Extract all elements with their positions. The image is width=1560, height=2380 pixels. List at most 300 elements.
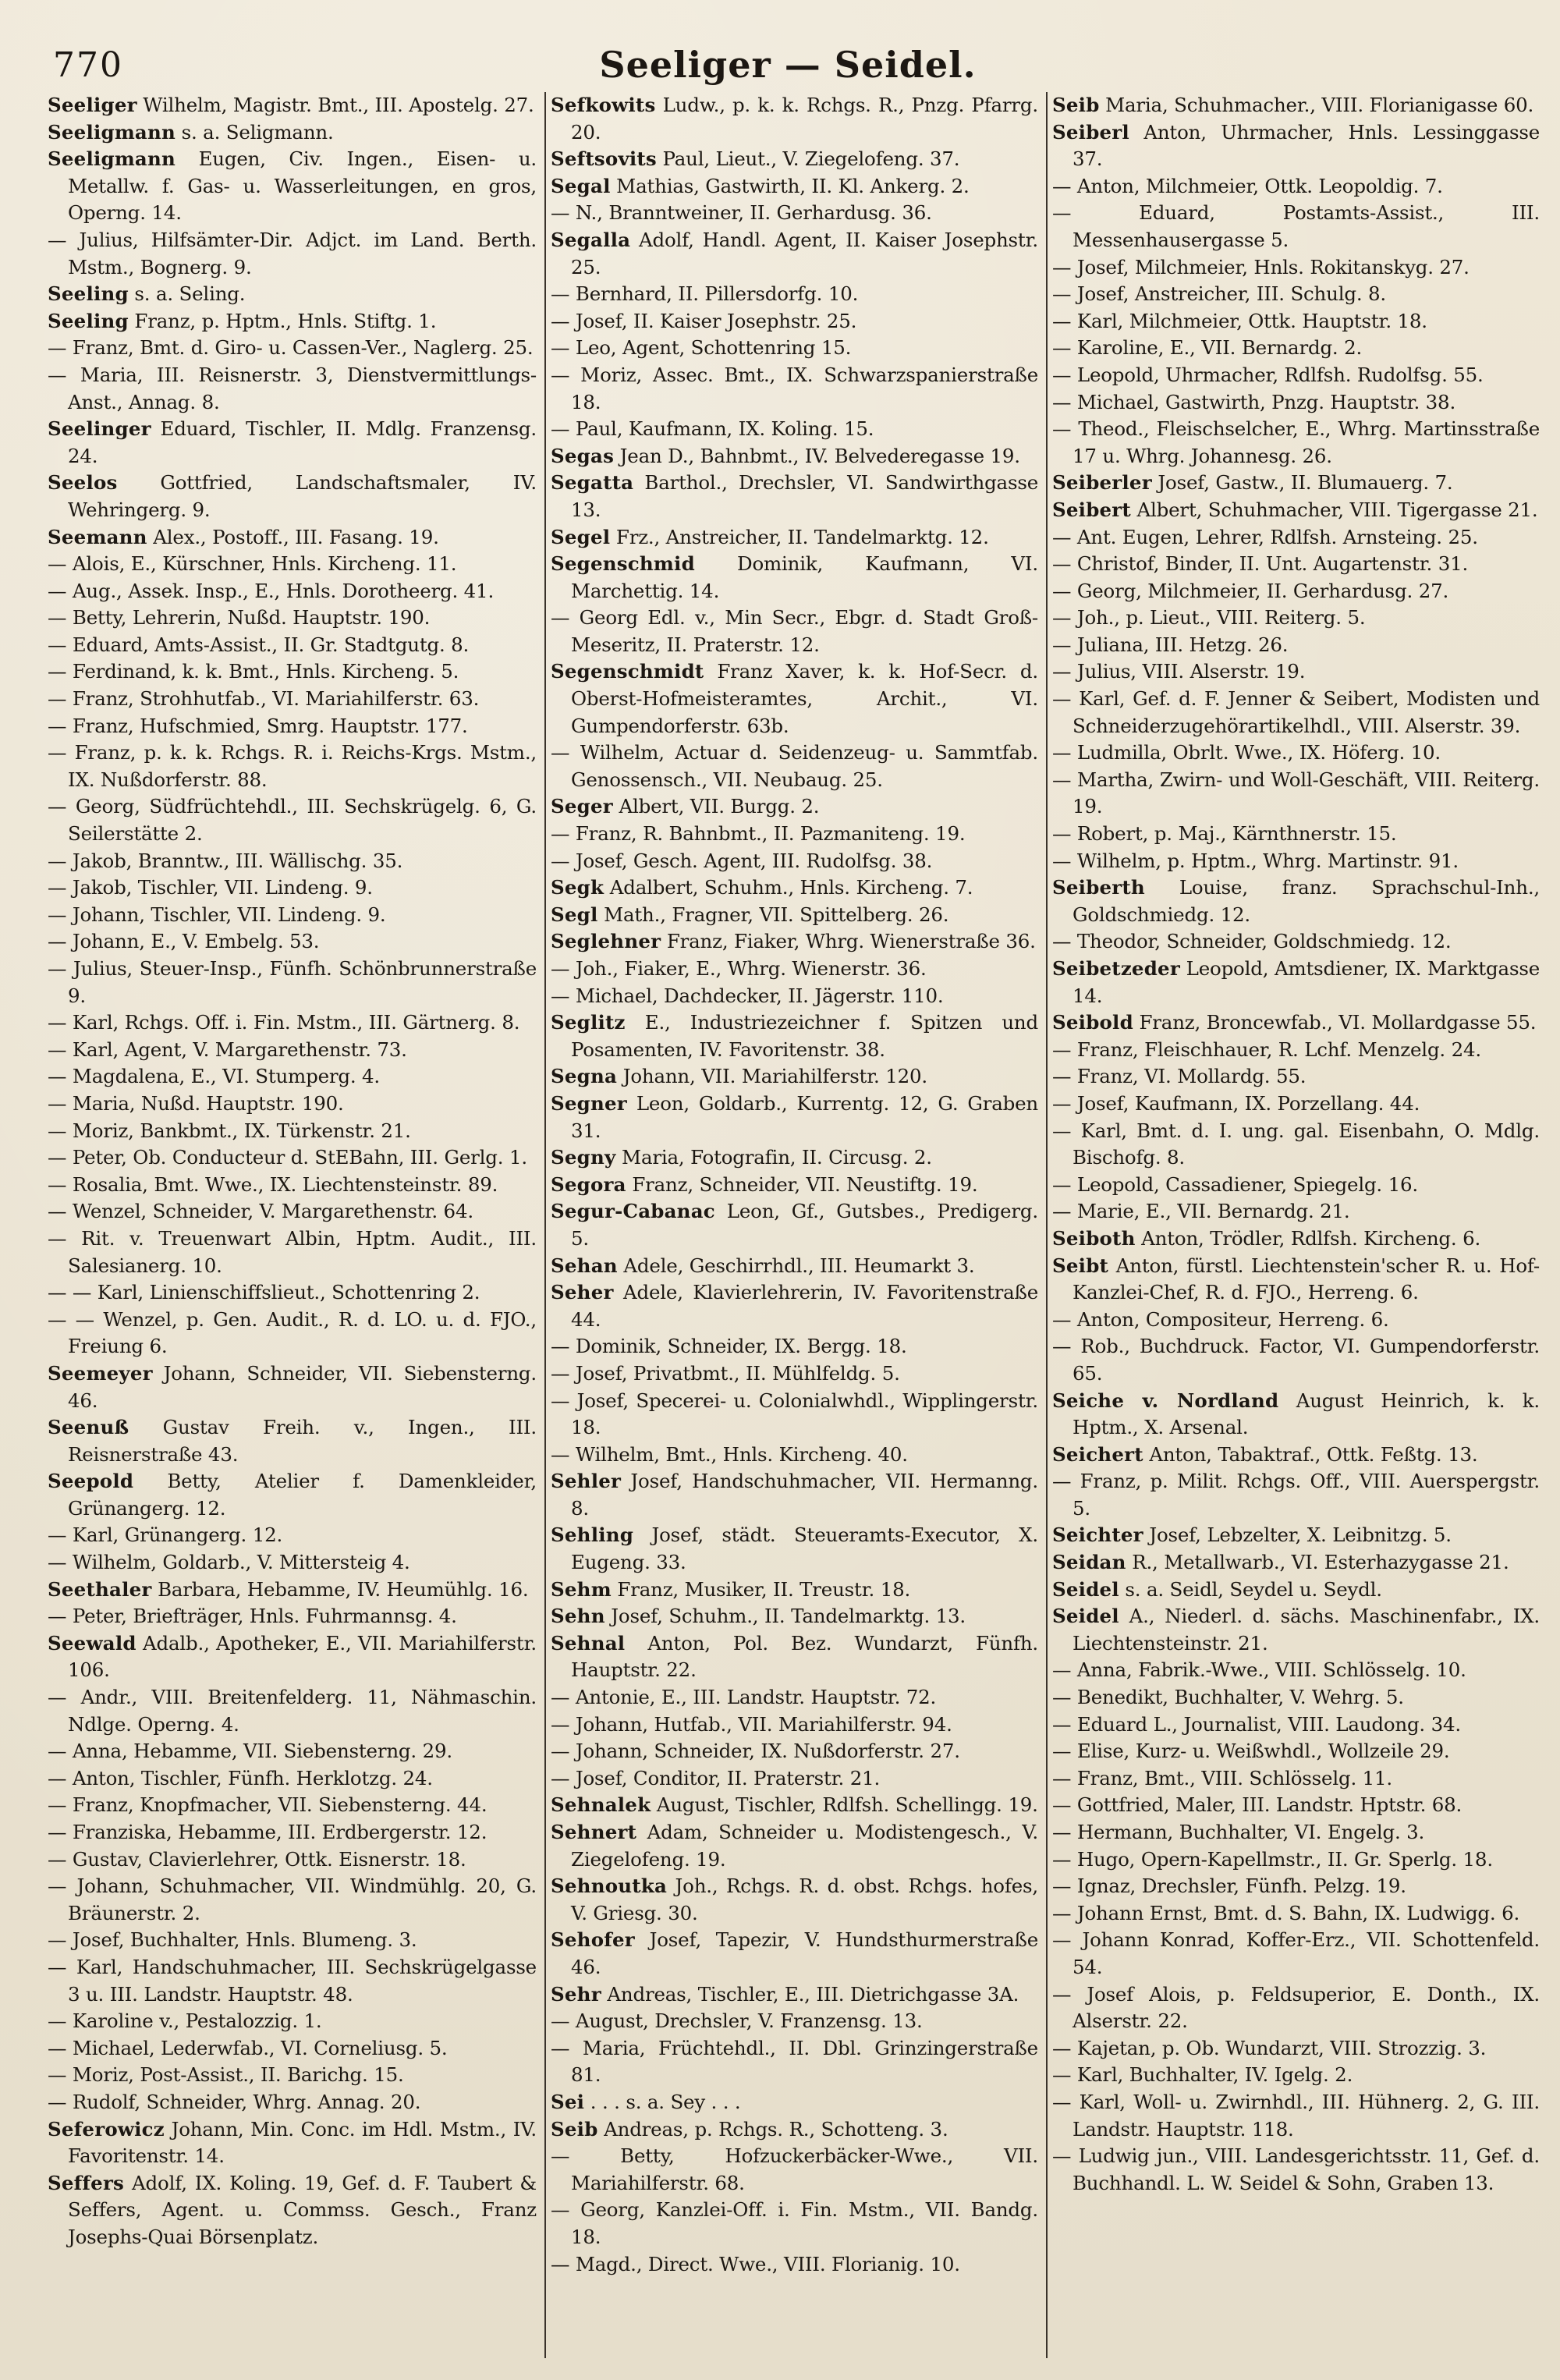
directory-entry [1052,551,1540,578]
directory-entry [48,362,537,416]
entry-text: — Karl, Buchhalter, IV. Igelg. 2. [1052,2063,1353,2087]
entry-headword: Seibetzeder [1052,957,1180,980]
entry-headword: Segny [551,1146,616,1169]
entry-text: — Anna, Hebamme, VII. Siebensterng. 29. [48,1740,452,1763]
entry-headword: Seiberl [1052,120,1129,144]
directory-entry [1052,1765,1540,1793]
entry-text: August, Tischler, Rdlfsh. Schellingg. 19. [651,1793,1038,1817]
directory-entry [1052,1307,1540,1334]
entry-text: — Martha, Zwirn- und Woll-Geschäft, VIII. Reiterg. 19. [1052,768,1540,818]
entry-text: — — Karl, Linienschiffslieut., Schottenring 2. [48,1281,480,1304]
entry-text: — Karoline, E., VII. Bernardg. 2. [1052,336,1363,360]
directory-entry [551,1792,1038,1819]
entry-text: — Karl, Agent, V. Margarethenstr. 73. [48,1037,407,1061]
directory-entry [551,1063,1038,1091]
directory-entry [48,1468,537,1522]
directory-entry [551,2116,1038,2144]
directory-entry [551,2089,1038,2116]
entry-text: Anton, Uhrmacher, Hnls. Lessinggasse 37. [1072,120,1540,171]
entry-headword: Sehofer [551,1928,635,1952]
entry-text: — Andr., VIII. Breitenfelderg. 11, Nähmaschin. Ndlge. Operng. 4. [48,1686,537,1736]
entry-text: — Christof, Binder, II. Unt. Augartenstr. 31. [1052,552,1469,576]
directory-entry [551,524,1038,552]
entry-headword: Seeliger [48,94,137,116]
entry-text: — Wenzel, Schneider, V. Margarethenstr. 64. [48,1200,473,1223]
directory-entry [48,1414,537,1468]
entry-headword: Sehler [551,1470,622,1493]
directory-entry [1052,470,1540,497]
entry-text: Franz, Fiaker, Whrg. Wienerstraße 36. [661,930,1036,953]
directory-entry [551,1091,1038,1144]
entry-text: Anton, Tabaktraf., Ottk. Feßtg. 13. [1143,1442,1478,1466]
entry-text: — Betty, Hofzuckerbäcker-Wwe., VII. Mariahilferstr. 68. [551,2144,1038,2194]
entry-text: — Bernhard, II. Pillersdorfg. 10. [551,282,859,306]
entry-text: — Wilhelm, p. Hptm., Whrg. Martinstr. 91. [1052,849,1459,872]
entry-text: — Johann, Schneider, IX. Nußdorferstr. 27. [551,1740,960,1763]
directory-entry [551,308,1038,335]
entry-text: Gottfried, Landschaftsmaler, IV. Wehringerg. 9. [68,471,537,521]
entry-text: R., Metallwarb., VI. Esterhazygasse 21. [1126,1551,1509,1574]
directory-entry [551,2143,1038,2197]
entry-text: — Rob., Buchdruck. Factor, VI. Gumpendorferstr. 65. [1052,1335,1540,1385]
directory-entry [48,524,537,552]
entry-text: Josef, Schuhm., II. Tandelmarktg. 13. [604,1605,966,1628]
entry-headword: Sehan [551,1254,618,1277]
directory-entry [1052,1873,1540,1900]
entry-text: — Magdalena, E., VI. Stumperg. 4. [48,1065,381,1088]
entry-text: — Gustav, Clavierlehrer, Ottk. Eisnerstr. 18. [48,1847,466,1871]
entry-text: — Ignaz, Drechsler, Fünfh. Pelzg. 19. [1052,1875,1406,1898]
entry-text: — Julius, Hilfsämter-Dir. Adjct. im Land. Berth. Mstm., Bognerg. 9. [48,228,537,278]
entry-headword: Sehr [551,1982,601,2006]
directory-entry [48,1118,537,1145]
entry-text: — Theod., Fleischselcher, E., Whrg. Martinsstraße 17 u. Whrg. Johannesg. 26. [1052,417,1540,467]
directory-entry [1052,578,1540,605]
entry-text: Josef, städt. Steueramts-Executor, X. Eugeng. 33. [571,1523,1038,1574]
entry-text: s. a. Seling. [128,282,246,306]
directory-entry [1052,1819,1540,1846]
entry-headword: Sehnoutka [551,1875,668,1898]
entry-headword: Seiche v. Nordland [1052,1389,1279,1412]
entry-text: Josef, Handschuhmacher, VII. Hermanng. 8. [571,1470,1038,1520]
directory-entry [48,686,537,713]
entry-text: — Maria, Früchtehdl., II. Dbl. Grinzingerstraße 81. [551,2036,1038,2087]
directory-entry [551,1981,1038,2009]
directory-entry [1052,1603,1540,1657]
entry-text: — Franziska, Hebamme, III. Erdbergerstr. 12. [48,1821,488,1843]
entry-text: — Joh., p. Lieut., VIII. Reiterg. 5. [1052,606,1366,630]
directory-entry [551,1577,1038,1604]
directory-entry [1052,389,1540,417]
directory-entry [48,2062,537,2089]
directory-entry [48,928,537,956]
directory-entry [1052,1522,1540,1549]
directory-entry [48,146,537,227]
entry-text: — Rit. v. Treuenwart Albin, Hptm. Audit., III. Salesianerg. 10. [48,1226,537,1277]
entry-text: — Ferdinand, k. k. Bmt., Hnls. Kircheng. 5. [48,660,459,683]
entry-text: Barthol., Drechsler, VI. Sandwirthgasse 13. [571,471,1038,521]
directory-entry [48,956,537,1009]
directory-entry [48,470,537,523]
entry-text: E., Industriezeichner f. Spitzen und Posamenten, IV. Favoritenstr. 38. [571,1011,1038,1061]
entry-text: — Theodor, Schneider, Goldschmiedg. 12. [1052,930,1452,953]
entry-text: — Karl, Gef. d. F. Jenner & Seibert, Modisten und Schneiderzugehörartikelhdl., VIII. Alserstr. 39. [1052,687,1540,737]
entry-headword: Seger [551,795,613,818]
entry-text: Adele, Geschirrhdl., III. Heumarkt 3. [617,1254,975,1277]
entry-text: — Josef, Conditor, II. Praterstr. 21. [551,1766,881,1789]
entry-headword: Segna [551,1065,618,1088]
directory-entry [551,362,1038,416]
directory-entry [48,335,537,362]
entry-text: Wilhelm, Magistr. Bmt., III. Apostelg. 27. [136,94,534,116]
entry-headword: Segora [551,1172,626,1196]
directory-entry [551,605,1038,658]
entry-text: Adam, Schneider u. Modistengesch., V. Ziegelofeng. 19. [571,1821,1038,1871]
entry-text: Andreas, p. Rchgs. R., Schotteng. 3. [597,2117,948,2141]
entry-text: — August, Drechsler, V. Franzensg. 13. [551,2009,923,2033]
directory-entry [48,119,537,147]
entry-headword: Sehnert [551,1821,637,1843]
entry-text: Johann, Min. Conc. im Hdl. Mstm., IV. Favoritenstr. 14. [68,2117,537,2168]
entry-text: Dominik, Kaufmann, VI. Marchettig. 14. [571,552,1038,602]
directory-entry [551,1738,1038,1765]
directory-entry [551,1765,1038,1793]
entry-text: — Johann, Tischler, VII. Lindeng. 9. [48,903,386,926]
entry-text: Johann, VII. Mariahilferstr. 120. [617,1065,927,1088]
directory-entry [48,2089,537,2116]
directory-entry [1052,874,1540,928]
entry-text: — Magd., Direct. Wwe., VIII. Florianig. 10. [551,2252,960,2275]
entry-text: Mathias, Gastwirth, II. Kl. Ankerg. 2. [610,174,970,197]
directory-entry [1052,524,1540,552]
entry-headword: Segalla [551,228,631,251]
entry-text: — Antonie, E., III. Landstr. Hauptstr. 72. [551,1686,937,1709]
directory-entry [48,92,537,119]
entry-text: — Ludwig jun., VIII. Landesgerichtsstr. 11, Gef. d. Buchhandl. L. W. Seidel & Sohn, Graben 13. [1052,2144,1540,2194]
directory-entry [1052,1225,1540,1253]
entry-text: — Josef, Milchmeier, Hnls. Rokitanskyg. 27. [1052,255,1470,278]
entry-text: Andreas, Tischler, E., III. Dietrichgasse 3A. [601,1982,1019,2006]
entry-headword: Seidel [1052,1605,1119,1628]
directory-entry [1052,1172,1540,1199]
directory-entry [1052,362,1540,389]
directory-entry [48,658,537,686]
entry-text: — Johann Ernst, Bmt. d. S. Bahn, IX. Ludwigg. 6. [1052,1901,1520,1924]
column-right [1046,92,1548,2358]
entry-text: — Josef, Privatbmt., II. Mühlfeldg. 5. [551,1361,900,1385]
entry-headword: Segal [551,174,611,197]
entry-text: — Wilhelm, Actuar d. Seidenzeug- u. Sammtfab. Genossensch., VII. Neubaug. 25. [551,741,1038,791]
entry-headword: Segner [551,1091,627,1115]
entry-text: — Josef, Anstreicher, III. Schulg. 8. [1052,282,1386,306]
directory-entry [1052,2143,1540,2197]
directory-entry [551,983,1038,1010]
directory-entry [1052,821,1540,848]
column-left [43,92,544,2358]
directory-entry [1052,200,1540,254]
directory-entry [551,551,1038,605]
directory-entry [1052,1981,1540,2035]
entry-headword: Seeling [48,309,129,332]
directory-entry [551,1873,1038,1927]
entry-text: Josef, Tapezir, V. Hundsthurmerstraße 46. [571,1928,1038,1978]
entry-headword: Segenschmidt [551,660,704,683]
directory-entry [1052,632,1540,659]
directory-entry [551,1468,1038,1522]
directory-entry [551,848,1038,875]
running-head: Seeliger — Seidel. [599,44,977,86]
entry-text: — Franz, R. Bahnbmt., II. Pazmaniteng. 19. [551,822,966,846]
directory-entry [1052,1063,1540,1091]
directory-entry [1052,928,1540,956]
entry-text: — Josef, Kaufmann, IX. Porzellang. 44. [1052,1091,1420,1115]
directory-entry [551,146,1038,173]
entry-text: Eduard, Tischler, II. Mdlg. Franzensg. 24. [68,417,537,467]
entry-text: Anton, fürstl. Liechtenstein'scher R. u. Hof-Kanzlei-Chef, R. d. FJO., Herreng. 6. [1072,1254,1540,1304]
entry-text: Adalb., Apotheker, E., VII. Mariahilferstr. 106. [68,1631,537,1682]
directory-entry [551,1711,1038,1739]
entry-headword: Seibold [1052,1011,1133,1034]
entry-text: — N., Branntweiner, II. Gerhardusg. 36. [551,201,932,225]
directory-entry [551,928,1038,956]
entry-text: Jean D., Bahnbmt., IV. Belvederegasse 19. [614,444,1020,467]
directory-entry [1052,416,1540,470]
entry-headword: Seffers [48,2171,125,2194]
directory-entry [551,1522,1038,1576]
directory-entry [48,578,537,605]
entry-headword: Seeligmann [48,147,176,171]
directory-entry [551,1253,1038,1280]
entry-text: — Rosalia, Bmt. Wwe., IX. Liechtensteinstr. 89. [48,1172,498,1196]
directory-entry [1052,1009,1540,1037]
directory-entry [551,1333,1038,1360]
directory-entry [551,740,1038,793]
entry-text: — Leo, Agent, Schottenring 15. [551,336,852,360]
directory-entry [48,902,537,929]
directory-entry [1052,1846,1540,1874]
directory-entry [48,1819,537,1846]
entry-text: — Karl, Bmt. d. I. ung. gal. Eisenbahn, O. Mdlg. Bischofg. 8. [1052,1119,1540,1169]
directory-entry [48,713,537,740]
directory-entry [48,1172,537,1199]
entry-text: — Elise, Kurz- u. Weißwhdl., Wollzeile 29. [1052,1740,1450,1763]
directory-entry [48,1684,537,1738]
entry-headword: Seidan [1052,1551,1126,1574]
entry-text: — Julius, VIII. Alserstr. 19. [1052,660,1306,683]
entry-text: s. a. Seidl, Seydel u. Seydl. [1119,1577,1382,1601]
entry-headword: Seiberler [1052,471,1152,495]
entry-headword: Seftsovits [551,147,657,171]
entry-text: Maria, Schuhmacher., VIII. Florianigasse 60. [1099,94,1534,116]
directory-entry [551,1144,1038,1172]
entry-text: Louise, franz. Sprachschul-Inh., Goldschmiedg. 12. [1072,876,1540,926]
directory-entry [1052,1927,1540,1981]
entry-text: — Robert, p. Maj., Kärnthnerstr. 15. [1052,822,1397,846]
directory-columns [43,92,1548,2358]
entry-text: — Karoline v., Pestalozzig. 1. [48,2009,322,2033]
directory-entry [1052,281,1540,308]
entry-text: — Franz, Bmt., VIII. Schlösselg. 11. [1052,1766,1392,1789]
entry-text: Josef, Lebzelter, X. Leibnitzg. 5. [1143,1523,1452,1547]
entry-text: Joh., Rchgs. R. d. obst. Rchgs. hofes, V. Griesg. 30. [571,1875,1038,1924]
directory-entry [551,1630,1038,1684]
entry-text: — Franz, Strohhutfab., VI. Mariahilferstr. 63. [48,687,480,711]
directory-entry [48,1603,537,1630]
entry-text: — Franz, VI. Mollardg. 55. [1052,1065,1306,1088]
entry-text: — Moriz, Post-Assist., II. Barichg. 15. [48,2063,404,2087]
entry-text: — — Wenzel, p. Gen. Audit., R. d. LO. u. d. FJO., Freiung 6. [48,1307,537,1358]
page-header [47,41,1529,95]
directory-entry [1052,2062,1540,2089]
directory-entry [551,281,1038,308]
entry-text: — Wilhelm, Bmt., Hnls. Kircheng. 40. [551,1442,908,1466]
directory-entry [48,1738,537,1765]
directory-entry [1052,605,1540,632]
directory-entry [1052,1442,1540,1469]
directory-entry [48,632,537,659]
directory-entry [48,1577,537,1604]
entry-text: Franz, Musiker, II. Treustr. 18. [611,1577,911,1601]
column-middle [544,92,1046,2358]
entry-text: Albert, Schuhmacher, VIII. Tigergasse 21. [1130,498,1538,521]
entry-headword: Seher [551,1281,614,1304]
directory-entry [551,227,1038,281]
directory-entry [1052,1037,1540,1064]
entry-text: Leon, Goldarb., Kurrentg. 12, G. Graben 31. [571,1091,1038,1142]
entry-text: — Georg Edl. v., Min Secr., Ebgr. d. Stadt Groß-Meseritz, II. Praterstr. 12. [551,606,1038,656]
entry-text: — Julius, Steuer-Insp., Fünfh. Schönbrunnerstraße 9. [48,957,537,1007]
entry-text: — Benedikt, Buchhalter, V. Wehrg. 5. [1052,1686,1404,1709]
entry-text: Betty, Atelier f. Damenkleider, Grünangerg. 12. [68,1470,537,1520]
directory-entry [551,2251,1038,2279]
entry-text: — Johann, E., V. Embelg. 53. [48,930,320,953]
entry-headword: Seewald [48,1631,136,1655]
entry-text: — Josef Alois, p. Feldsuperior, E. Donth., IX. Alserstr. 22. [1052,1982,1540,2033]
entry-text: Adolf, IX. Koling. 19, Gef. d. F. Taubert & Seffers, Agent. u. Commss. Gesch., Franz Josephs-Quai Börsenplatz. [68,2171,537,2248]
entry-text: — Eduard, Postamts-Assist., III. Messenhausergasse 5. [1052,201,1540,251]
directory-entry [48,416,537,470]
directory-entry [1052,1657,1540,1684]
directory-entry [1052,92,1540,119]
directory-entry [48,2008,537,2035]
entry-headword: Seichert [1052,1442,1143,1466]
entry-text: Leon, Gf., Gutsbes., Predigerg. 5. [571,1200,1038,1250]
entry-text: — Franz, p. Milit. Rchgs. Off., VIII. Auerspergstr. 5. [1052,1470,1540,1520]
directory-entry [48,1037,537,1064]
entry-text: — Franz, Fleischhauer, R. Lchf. Menzelg. 24. [1052,1037,1481,1061]
entry-text: — Josef, Gesch. Agent, III. Rudolfsg. 38. [551,849,933,872]
directory-entry [1052,1388,1540,1442]
entry-text: — Alois, E., Kürschner, Hnls. Kircheng. 11. [48,552,457,576]
entry-headword: Seemeyer [48,1361,153,1385]
entry-text: — Karl, Handschuhmacher, III. Sechskrügelgasse 3 u. III. Landstr. Hauptstr. 48. [48,1955,537,2006]
entry-text: — Dominik, Schneider, IX. Bergg. 18. [551,1335,907,1358]
directory-entry [48,2116,537,2170]
entry-text: Eugen, Civ. Ingen., Eisen- u. Metallw. f. Gas- u. Wasserleitungen, en gros, Operng. 14. [68,147,537,225]
entry-headword: Seib [551,2117,598,2141]
entry-text: — Josef, Specerei- u. Colonialwhdl., Wipplingerstr. 18. [551,1389,1038,1439]
entry-text: — Hermann, Buchhalter, VI. Engelg. 3. [1052,1821,1425,1843]
directory-entry [1052,173,1540,200]
entry-text: Adolf, Handl. Agent, II. Kaiser Josephstr. 25. [571,228,1038,278]
entry-text: — Karl, Grünangerg. 12. [48,1523,283,1547]
entry-text: Math., Fragner, VII. Spittelberg. 26. [597,903,949,926]
directory-entry [48,740,537,793]
entry-text: — Kajetan, p. Ob. Wundarzt, VIII. Strozzig. 3. [1052,2036,1487,2059]
entry-text: — Hugo, Opern-Kapellmstr., II. Gr. Sperlg. 18. [1052,1847,1493,1871]
entry-headword: Seelos [48,471,118,495]
entry-text: — Anna, Fabrik.-Wwe., VIII. Schlösselg. 10. [1052,1658,1466,1682]
directory-entry [551,2035,1038,2089]
directory-entry [551,1279,1038,1333]
directory-entry [1052,686,1540,740]
directory-entry [48,793,537,847]
directory-entry [1052,1198,1540,1225]
directory-entry [48,848,537,875]
entry-text: Adalbert, Schuhm., Hnls. Kircheng. 7. [604,876,973,899]
entry-text: — Anton, Milchmeier, Ottk. Leopoldig. 7. [1052,174,1443,197]
directory-entry [48,308,537,335]
entry-headword: Segas [551,444,615,467]
directory-entry [48,1549,537,1577]
entry-text: — Joh., Fiaker, E., Whrg. Wienerstr. 36. [551,957,927,980]
entry-text: — Michael, Lederwfab., VI. Corneliusg. 5. [48,2036,448,2059]
entry-text: Anton, Pol. Bez. Wundarzt, Fünfh. Hauptstr. 22. [571,1631,1038,1682]
directory-entry [551,173,1038,200]
directory-entry [48,551,537,578]
directory-entry [1052,497,1540,524]
directory-entry [551,470,1038,523]
entry-text: — Paul, Kaufmann, IX. Koling. 15. [551,417,874,441]
directory-entry [1052,2089,1540,2143]
entry-text: — Michael, Dachdecker, II. Jägerstr. 110. [551,984,944,1007]
entry-text: — Karl, Rchgs. Off. i. Fin. Mstm., III. Gärtnerg. 8. [48,1011,520,1034]
entry-text: — Juliana, III. Hetzg. 26. [1052,633,1289,656]
directory-entry [1052,848,1540,875]
directory-entry [1052,1711,1540,1739]
directory-entry [48,1198,537,1225]
directory-entry [48,1009,537,1037]
directory-entry [1052,119,1540,173]
entry-text: — Michael, Gastwirth, Pnzg. Hauptstr. 38. [1052,390,1456,413]
entry-text: — Rudolf, Schneider, Whrg. Annag. 20. [48,2090,421,2113]
directory-entry [48,1630,537,1684]
entry-headword: Seferowicz [48,2117,165,2141]
directory-entry [551,1360,1038,1388]
directory-entry [1052,740,1540,767]
directory-entry [551,1172,1038,1199]
directory-entry [551,1198,1038,1252]
entry-headword: Seeling [48,282,129,306]
entry-headword: Seidel [1052,1577,1119,1601]
entry-text: — Josef, II. Kaiser Josephstr. 25. [551,309,857,332]
entry-text: — Jakob, Tischler, VII. Lindeng. 9. [48,876,373,899]
directory-entry [1052,308,1540,335]
entry-headword: Seepold [48,1470,134,1493]
directory-entry [48,2035,537,2063]
entry-text: . . . s. a. Sey . . . [584,2090,741,2113]
entry-text: Alex., Postoff., III. Fasang. 19. [147,525,439,548]
entry-text: — Aug., Assek. Insp., E., Hnls. Dorotheerg. 41. [48,579,495,602]
directory-entry [1052,1577,1540,1604]
entry-text: — Johann, Schuhmacher, VII. Windmühlg. 20, G. Bräunerstr. 2. [48,1875,537,1924]
entry-text: — Franz, Bmt. d. Giro- u. Cassen-Ver., Naglerg. 25. [48,336,534,360]
directory-entry [551,1388,1038,1442]
entry-text: — Maria, III. Reisnerstr. 3, Dienstvermittlungs-Anst., Annag. 8. [48,363,537,413]
directory-entry [48,1225,537,1279]
directory-entry [48,1360,537,1414]
entry-text: Franz, Schneider, VII. Neustiftg. 19. [626,1172,978,1196]
